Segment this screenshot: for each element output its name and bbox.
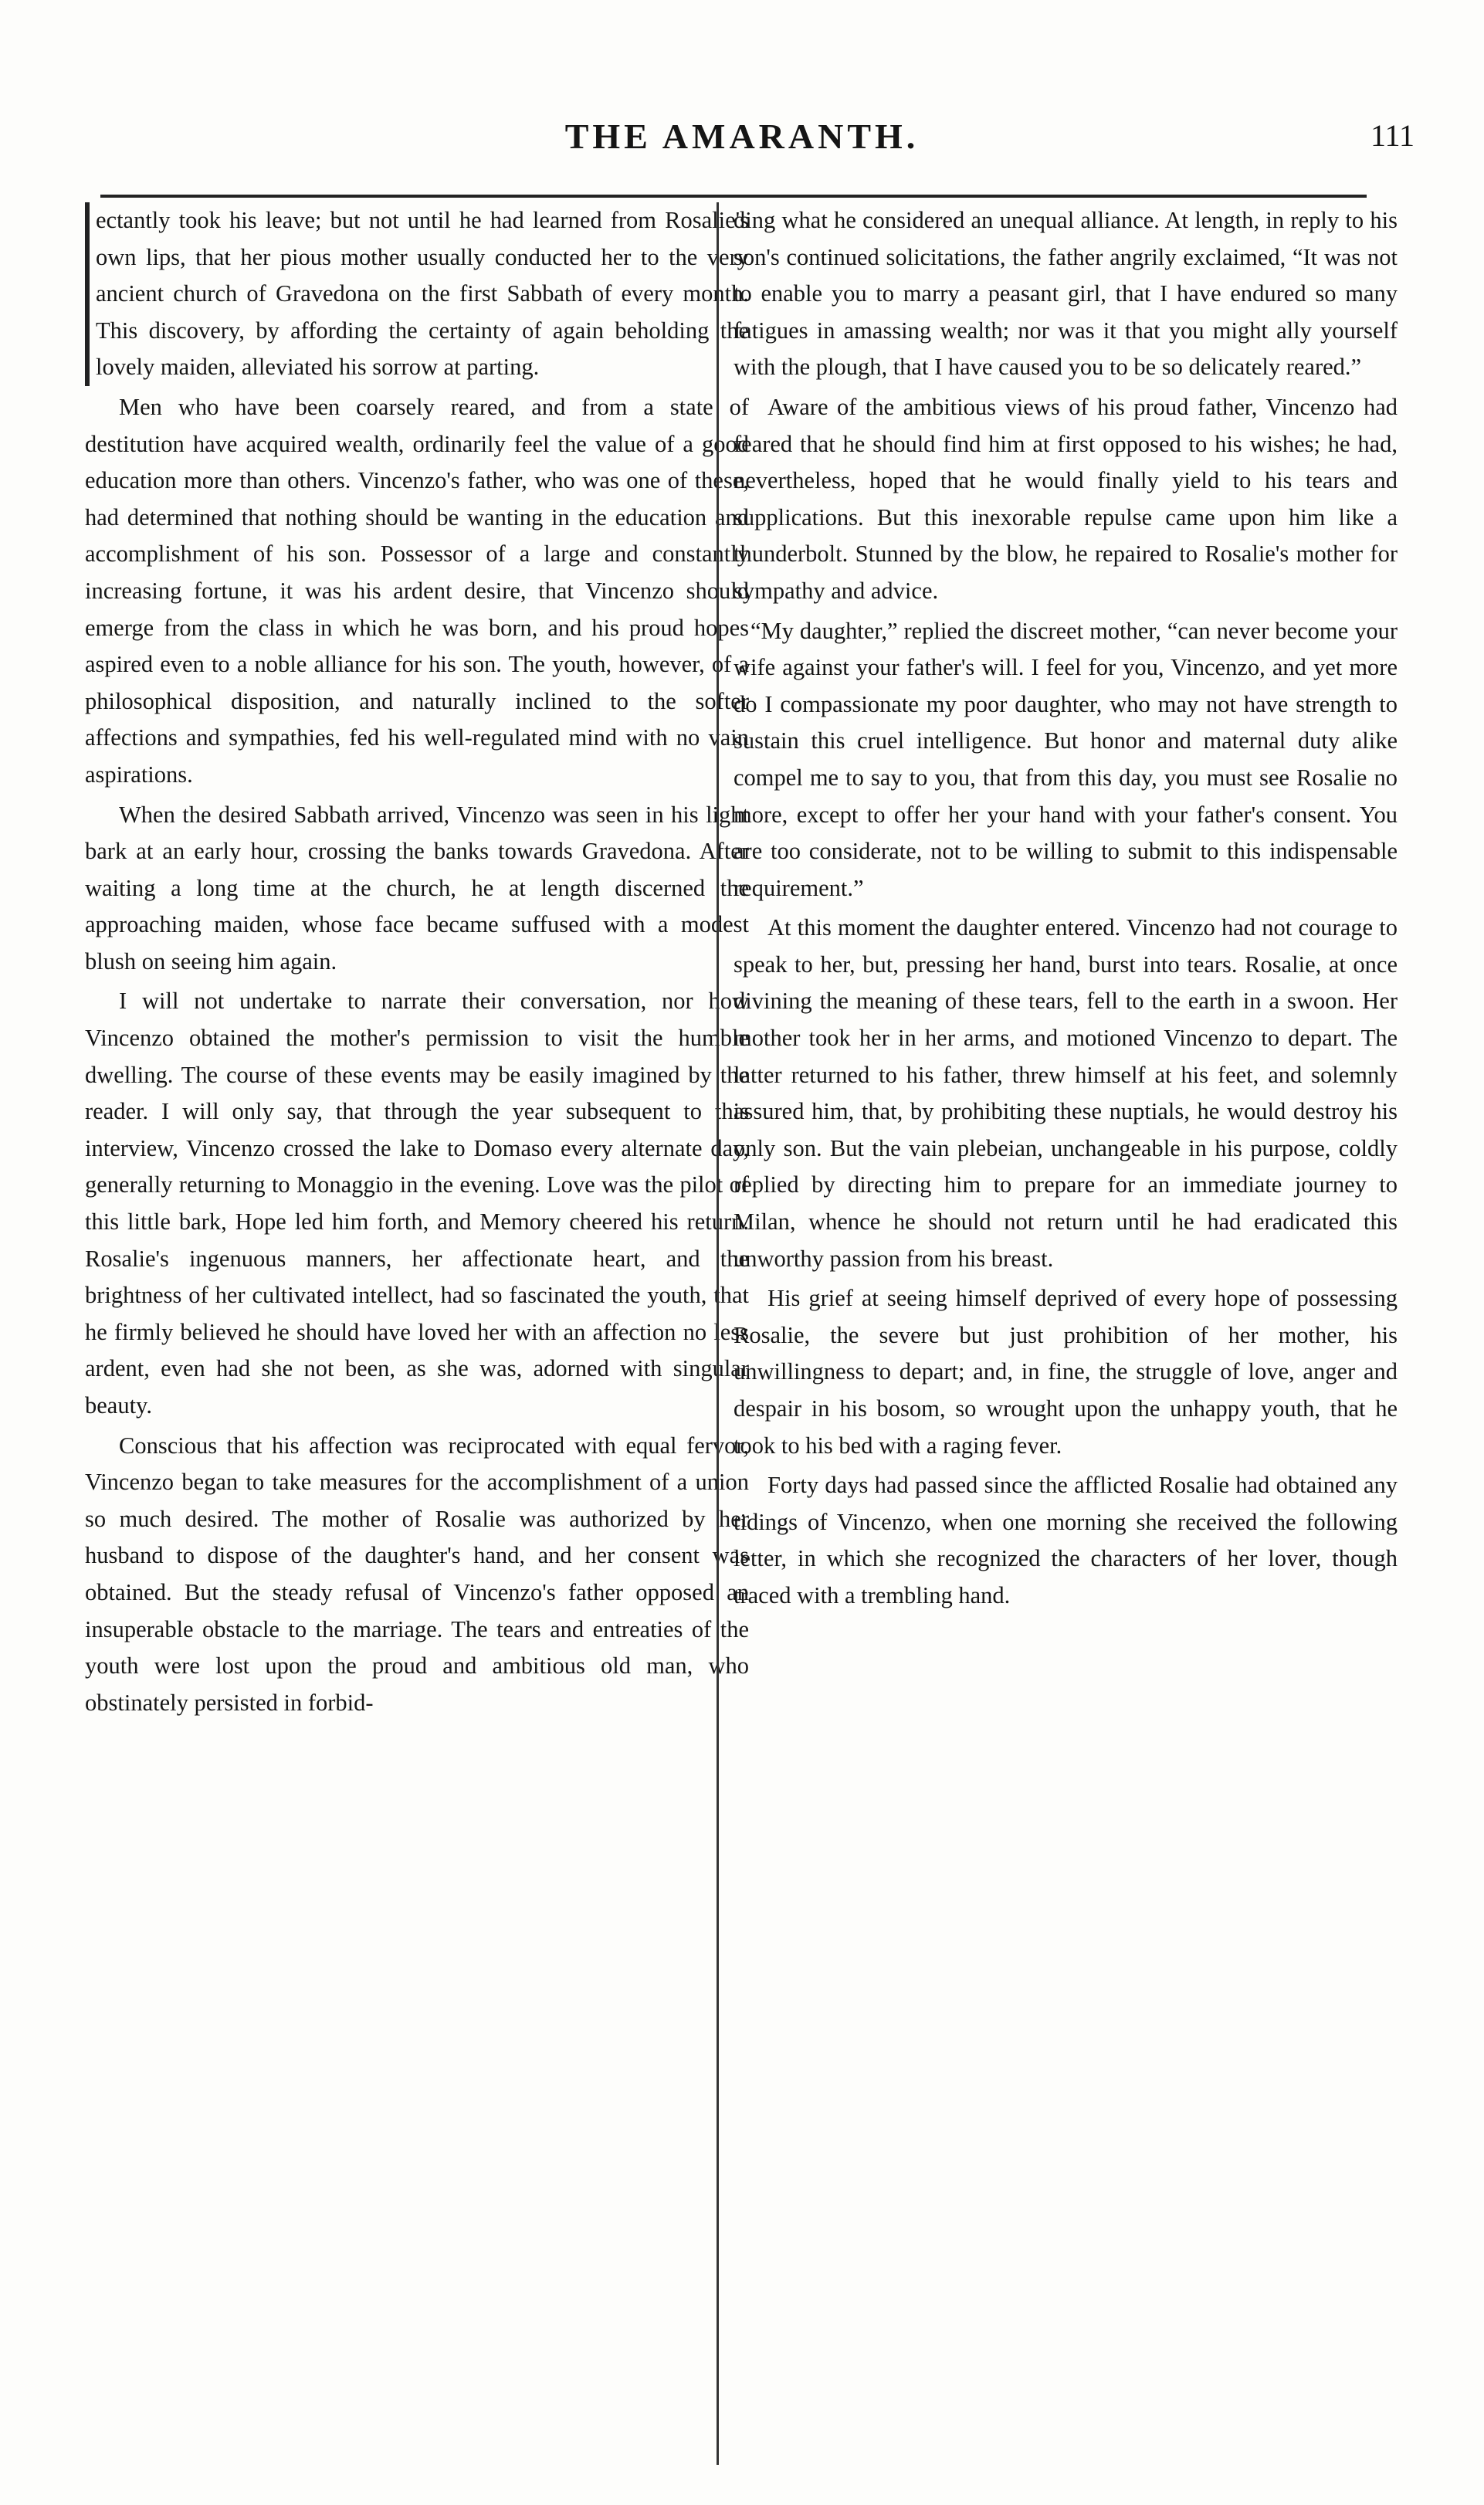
paragraph: Conscious that his affection was reciprocated with equal fervor, Vincenzo began to take measures for the accomplishment of a union so much desired. The mother of Rosalie was authorized by her husband to dispose of the daughter's hand, and her consent was obtained. But the steady refusal of Vincenzo's father opposed an insuperable obstacle to the marriage. The tears and entreaties of the youth were lost upon the proud and ambitious old man, who obstinately persisted in forbid- xyxy=(85,1432,749,1716)
paragraph: ectantly took his leave; but not until he had learned from Rosalie's own lips, that her pious mother usually conducted her to the very ancient church of Gravedona on the first Sabbath of every month. This discovery, by affording the certainty of again beholding the lovely maiden, alleviated his sorrow at parting. xyxy=(85,202,749,386)
paragraph: Aware of the ambitious views of his proud father, Vincenzo had feared that he should find him at first opposed to his wishes; he had, nevertheless, hoped that he would finally yield to his tears and supplications. But this inexorable repulse came upon him like a thunderbolt. Stunned by the blow, he repaired to Rosalie's mother for sympathy and advice. xyxy=(734,393,1398,604)
running-head xyxy=(69,116,1415,170)
paragraph: At this moment the daughter entered. Vincenzo had not courage to speak to her, but, pressing her hand, burst into tears. Rosalie, at once divining the meaning of these tears, fell to the earth in a swoon. Her mother took her in her arms, and motioned Vincenzo to depart. The latter returned to his father, threw himself at his feet, and solemnly assured him, that, by prohibiting these nuptials, he would destroy his only son. But the vain plebeian, unchangeable in his purpose, coldly replied by directing him to prepare for an immediate journey to Milan, whence he should not return until he had eradicated this unworthy passion from his breast. xyxy=(734,914,1398,1272)
paragraph: I will not undertake to narrate their conversation, nor how Vincenzo obtained the mother's permission to visit the humble dwelling. The course of these events may be easily imagined by the reader. I will only say, that through the year subsequent to this interview, Vincenzo crossed the lake to Domaso every alternate day, generally returning to Monaggio in the evening. Love was the pilot of this little bark, Hope led him forth, and Memory cheered his return. Rosalie's ingenuous manners, her affectionate heart, and the brightness of her cultivated intellect, had so fascinated the youth, that he firmly believed he should have loved her with an affection no less ardent, even had she not been, as she was, adorned with singular beauty. xyxy=(85,988,749,1419)
paragraph: “My daughter,” replied the discreet mother, “can never become your wife against your father's will. I feel for you, Vincenzo, and yet more do I compassionate my poor daughter, who may not have strength to sustain this cruel intelligence. But honor and maternal duty alike compel me to say to you, that from this day, you must see Rosalie no more, except to offer her your hand with your father's consent. You are too considerate, not to be willing to submit to this indispensable requirement.” xyxy=(734,617,1398,901)
paragraph: Forty days had passed since the afflicted Rosalie had obtained any tidings of Vincenzo, when one morning she received the following letter, in which she recognized the characters of her lover, though traced with a trembling hand. xyxy=(734,1472,1398,1608)
paragraph: His grief at seeing himself deprived of every hope of possessing Rosalie, the severe but just prohibition of her mother, his unwillingness to depart; and, in fine, the struggle of love, anger and despair in his bosom, so wrought upon the unhappy youth, that he took to his bed with a raging fever. xyxy=(734,1285,1398,1459)
paragraph: ding what he considered an unequal alliance. At length, in reply to his son's continued solicitations, the father angrily exclaimed, “It was not to enable you to marry a peasant girl, that I have endured so many fatigues in amassing wealth; nor was it that you might ally yourself with the plough, that I have caused you to be so delicately reared.” xyxy=(734,207,1398,381)
header-rule xyxy=(100,195,1367,198)
running-title: THE AMARANTH. xyxy=(564,117,920,156)
page-number: 111 xyxy=(1370,118,1415,153)
column-divider xyxy=(717,202,719,2465)
right-column xyxy=(734,202,1398,1618)
paragraph: Men who have been coarsely reared, and from a state of destitution have acquired wealth, ordinarily feel the value of a good education more than others. Vincenzo's father, who was one of these, had determined that nothing should be wanting in the education and accomplishment of his son. Possessor of a large and constantly increasing fortune, it was his ardent desire, that Vincenzo should emerge from the class in which he was born, and his proud hopes aspired even to a noble alliance for his son. The youth, however, of a philosophical disposition, and naturally inclined to the softer affections and sympathies, fed his well-regulated mind with no vain aspirations. xyxy=(85,393,749,788)
paragraph: When the desired Sabbath arrived, Vincenzo was seen in his light bark at an early hour, crossing the banks towards Gravedona. After waiting a long time at the church, he at length discerned the approaching maiden, whose face became suffused with a modest blush on seeing him again. xyxy=(85,801,749,975)
left-column xyxy=(85,202,749,1724)
